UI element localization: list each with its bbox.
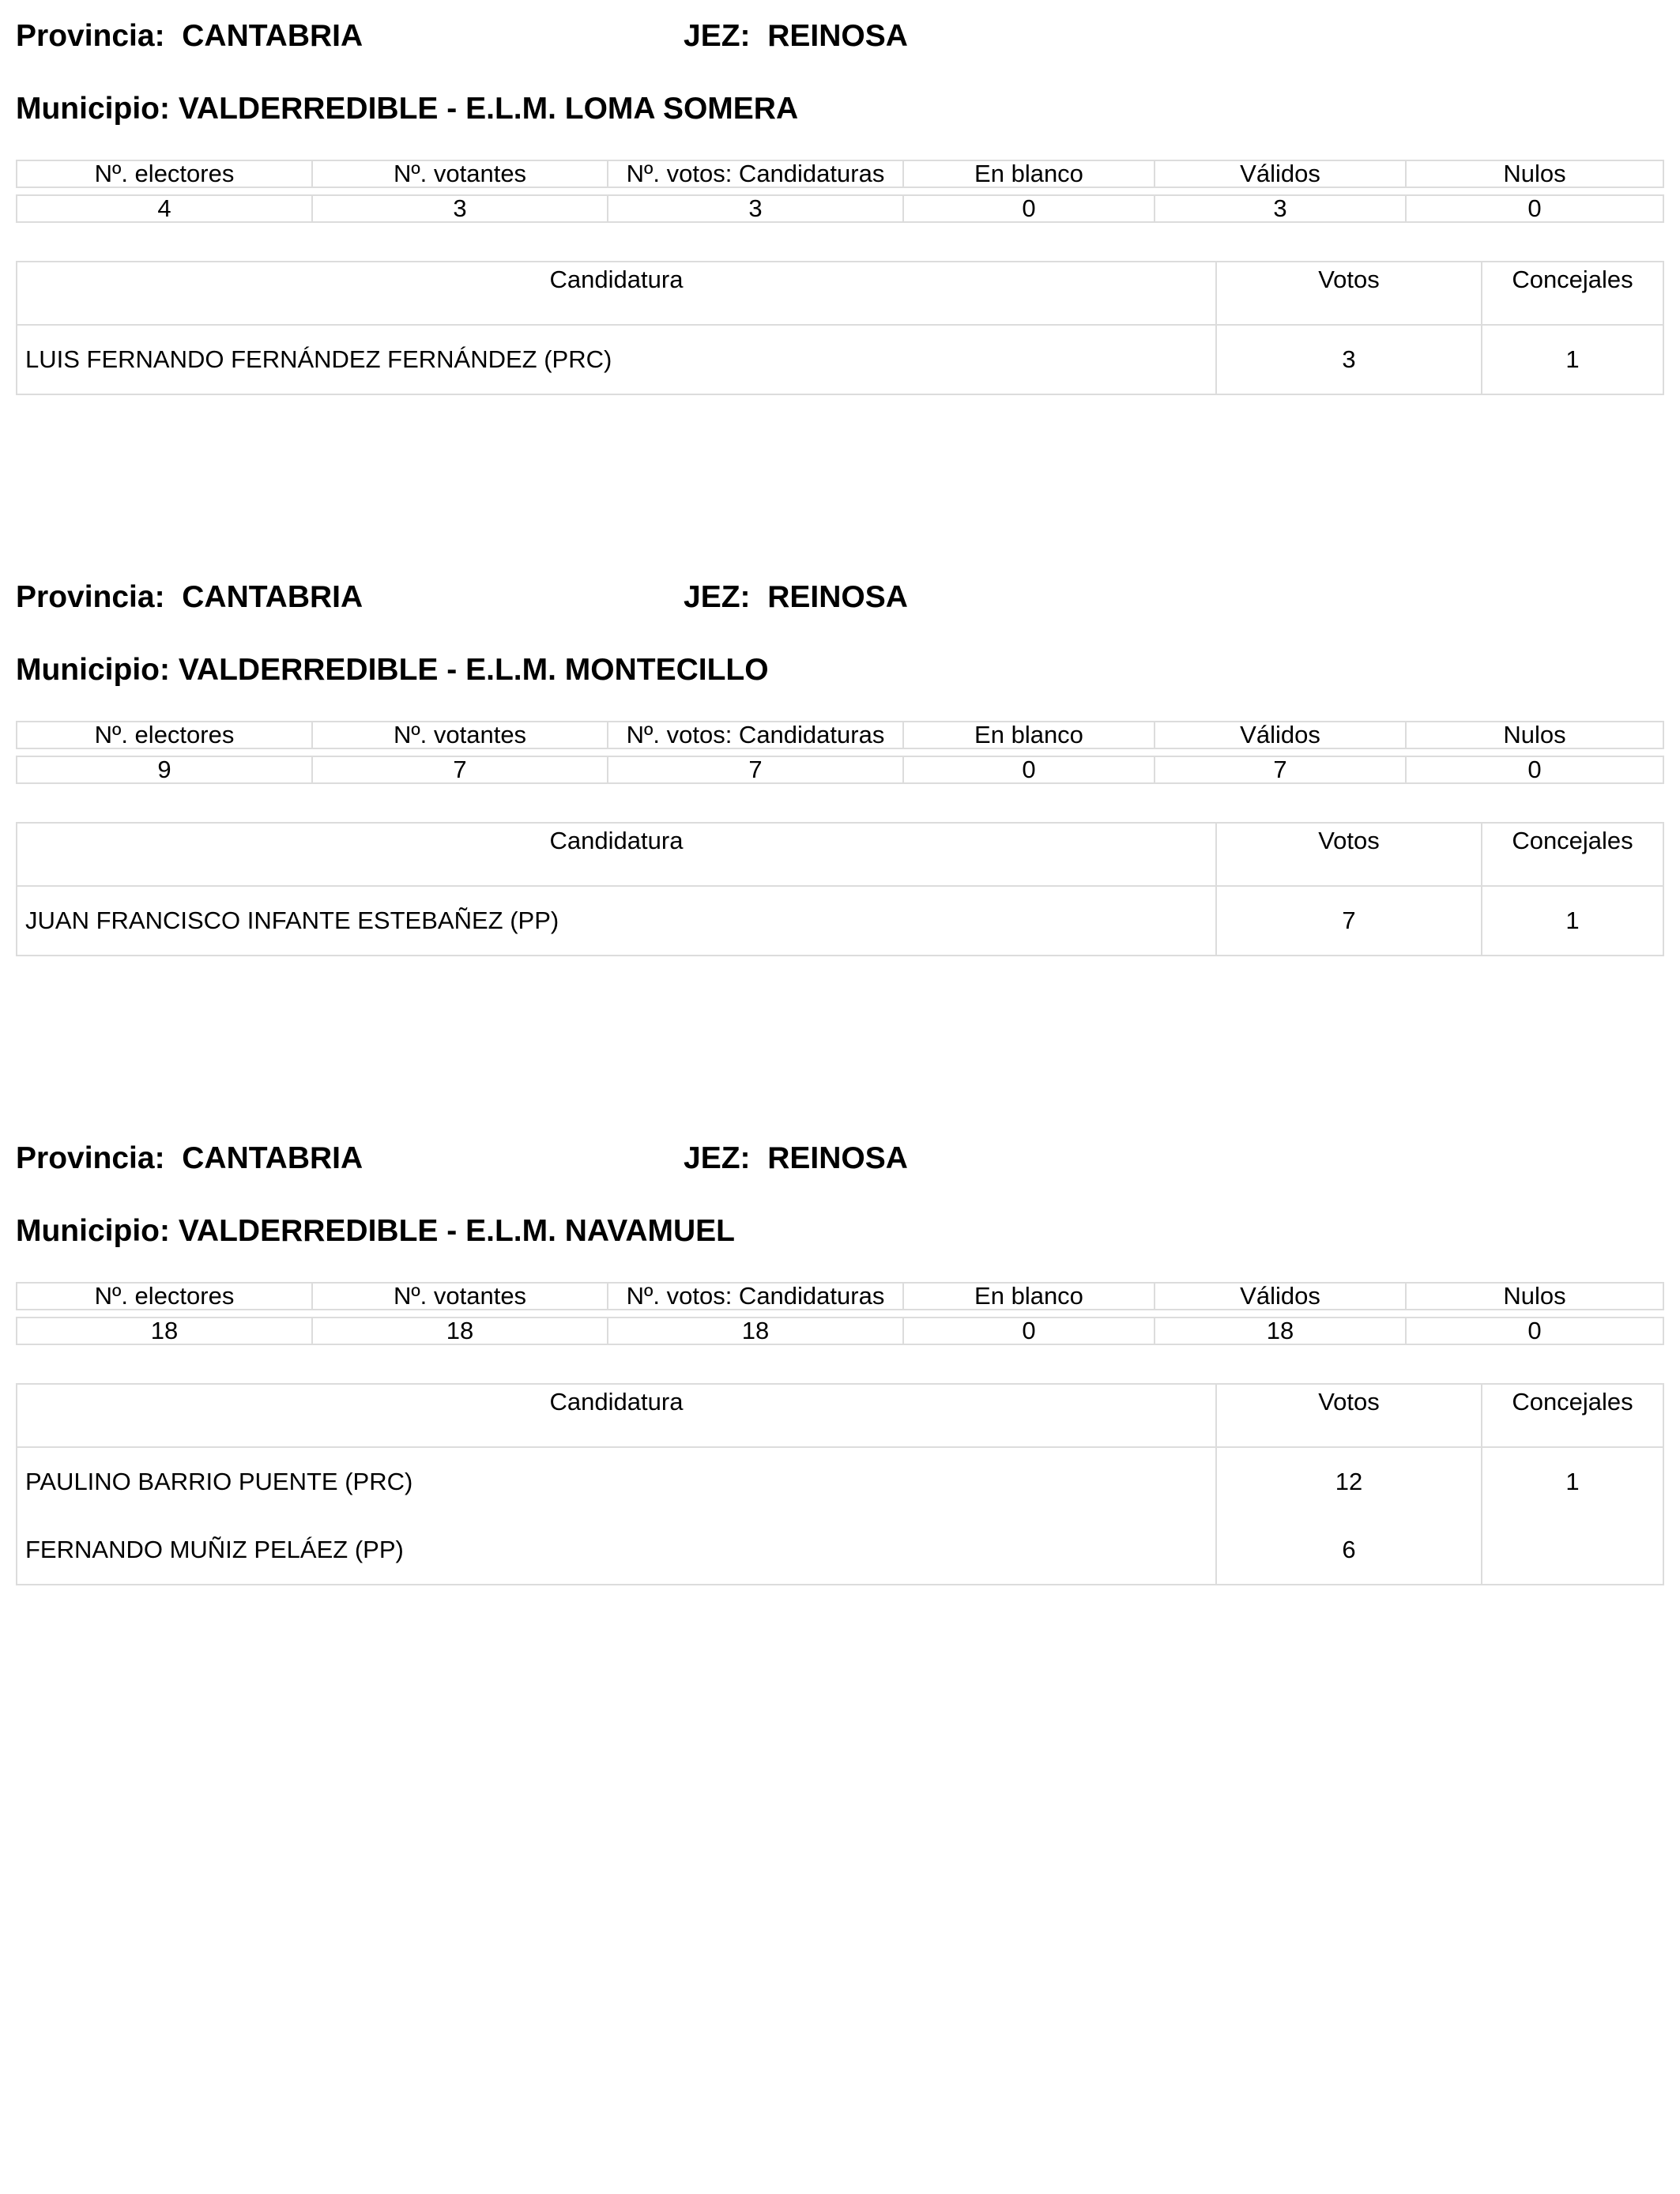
summary-header-cell: Nº. votos: Candidaturas xyxy=(608,1283,903,1310)
summary-values-row xyxy=(17,1318,1663,1344)
concejales-header: Concejales xyxy=(1482,1384,1663,1447)
summary-header-cell: Válidos xyxy=(1155,1283,1406,1310)
candidate-concejales xyxy=(1482,1516,1663,1585)
summary-value-cell: 0 xyxy=(903,756,1155,783)
summary-value-cell: 0 xyxy=(1406,756,1663,783)
summary-values-row xyxy=(17,195,1663,222)
jez-label: JEZ: xyxy=(684,580,751,614)
candidate-name: LUIS FERNANDO FERNÁNDEZ FERNÁNDEZ (PRC) xyxy=(17,325,1216,394)
candidate-row xyxy=(17,325,1663,394)
candidates-table xyxy=(16,822,1664,956)
jez-line xyxy=(684,21,908,51)
provincia-value: CANTABRIA xyxy=(182,1141,363,1175)
provincia-line xyxy=(16,1143,363,1174)
municipio-value: VALDERREDIBLE - E.L.M. MONTECILLO xyxy=(178,653,769,687)
candidates-header-row xyxy=(17,1384,1663,1447)
provincia-line xyxy=(16,582,363,613)
summary-value-cell: 3 xyxy=(608,195,903,222)
summary-header-cell: Nulos xyxy=(1406,1283,1663,1310)
candidates-table xyxy=(16,261,1664,395)
summary-values-row xyxy=(17,756,1663,783)
candidate-votos: 7 xyxy=(1216,886,1482,956)
provincia-value: CANTABRIA xyxy=(182,580,363,614)
candidatura-header: Candidatura xyxy=(17,823,1216,886)
candidate-concejales: 1 xyxy=(1482,886,1663,956)
summary-value-cell: 4 xyxy=(17,195,312,222)
summary-header-cell: Válidos xyxy=(1155,722,1406,748)
summary-value-cell: 3 xyxy=(1155,195,1406,222)
candidates-table xyxy=(16,1383,1664,1585)
municipio-label: Municipio: xyxy=(16,1214,170,1248)
summary-header-cell: Nulos xyxy=(1406,160,1663,187)
summary-table xyxy=(16,1282,1664,1345)
summary-value-cell: 0 xyxy=(1406,195,1663,222)
municipio-label: Municipio: xyxy=(16,92,170,126)
candidate-votos: 6 xyxy=(1216,1516,1482,1585)
summary-header-cell: En blanco xyxy=(903,1283,1155,1310)
summary-value-cell: 0 xyxy=(903,195,1155,222)
candidate-row xyxy=(17,1516,1663,1585)
candidate-row xyxy=(17,1447,1663,1516)
summary-value-cell: 18 xyxy=(1155,1318,1406,1344)
jez-line xyxy=(684,582,908,613)
summary-value-cell: 7 xyxy=(608,756,903,783)
candidate-name: FERNANDO MUÑIZ PELÁEZ (PP) xyxy=(17,1516,1216,1585)
summary-spacer xyxy=(17,187,1663,195)
summary-header-cell: Nº. votantes xyxy=(312,722,608,748)
jez-value: REINOSA xyxy=(767,19,908,53)
jez-line xyxy=(684,1143,908,1174)
municipio-value: VALDERREDIBLE - E.L.M. NAVAMUEL xyxy=(178,1214,735,1248)
candidate-concejales: 1 xyxy=(1482,325,1663,394)
candidatura-header: Candidatura xyxy=(17,1384,1216,1447)
municipio-line xyxy=(16,93,798,124)
provincia-label: Provincia: xyxy=(16,19,165,53)
summary-spacer xyxy=(17,1310,1663,1318)
summary-value-cell: 0 xyxy=(903,1318,1155,1344)
municipio-value: VALDERREDIBLE - E.L.M. LOMA SOMERA xyxy=(178,92,799,126)
summary-header-cell: Válidos xyxy=(1155,160,1406,187)
summary-value-cell: 7 xyxy=(1155,756,1406,783)
provincia-line xyxy=(16,21,363,51)
summary-value-cell: 9 xyxy=(17,756,312,783)
summary-header-row xyxy=(17,722,1663,748)
jez-value: REINOSA xyxy=(767,580,908,614)
provincia-value: CANTABRIA xyxy=(182,19,363,53)
summary-value-cell: 0 xyxy=(1406,1318,1663,1344)
summary-header-cell: Nº. votos: Candidaturas xyxy=(608,722,903,748)
candidate-name: PAULINO BARRIO PUENTE (PRC) xyxy=(17,1447,1216,1516)
summary-value-cell: 18 xyxy=(17,1318,312,1344)
candidate-votos: 12 xyxy=(1216,1447,1482,1516)
votos-header: Votos xyxy=(1216,1384,1482,1447)
candidate-row xyxy=(17,886,1663,956)
summary-header-cell: Nº. electores xyxy=(17,722,312,748)
municipio-label: Municipio: xyxy=(16,653,170,687)
candidates-header-row xyxy=(17,262,1663,325)
summary-value-cell: 18 xyxy=(608,1318,903,1344)
candidates-header-row xyxy=(17,823,1663,886)
votos-header: Votos xyxy=(1216,823,1482,886)
votos-header: Votos xyxy=(1216,262,1482,325)
summary-header-cell: Nulos xyxy=(1406,722,1663,748)
summary-header-cell: Nº. votantes xyxy=(312,1283,608,1310)
municipio-line xyxy=(16,654,769,685)
concejales-header: Concejales xyxy=(1482,823,1663,886)
summary-header-cell: En blanco xyxy=(903,160,1155,187)
summary-value-cell: 18 xyxy=(312,1318,608,1344)
summary-header-cell: Nº. votantes xyxy=(312,160,608,187)
summary-spacer xyxy=(17,748,1663,756)
summary-value-cell: 7 xyxy=(312,756,608,783)
jez-value: REINOSA xyxy=(767,1141,908,1175)
summary-table xyxy=(16,721,1664,784)
summary-header-row xyxy=(17,1283,1663,1310)
municipio-line xyxy=(16,1216,735,1246)
jez-label: JEZ: xyxy=(684,19,751,53)
summary-header-cell: Nº. votos: Candidaturas xyxy=(608,160,903,187)
candidatura-header: Candidatura xyxy=(17,262,1216,325)
concejales-header: Concejales xyxy=(1482,262,1663,325)
summary-table xyxy=(16,160,1664,223)
summary-header-cell: En blanco xyxy=(903,722,1155,748)
candidate-name: JUAN FRANCISCO INFANTE ESTEBAÑEZ (PP) xyxy=(17,886,1216,956)
summary-value-cell: 3 xyxy=(312,195,608,222)
candidate-concejales: 1 xyxy=(1482,1447,1663,1516)
summary-header-cell: Nº. electores xyxy=(17,160,312,187)
summary-header-cell: Nº. electores xyxy=(17,1283,312,1310)
candidate-votos: 3 xyxy=(1216,325,1482,394)
jez-label: JEZ: xyxy=(684,1141,751,1175)
summary-header-row xyxy=(17,160,1663,187)
provincia-label: Provincia: xyxy=(16,1141,165,1175)
provincia-label: Provincia: xyxy=(16,580,165,614)
